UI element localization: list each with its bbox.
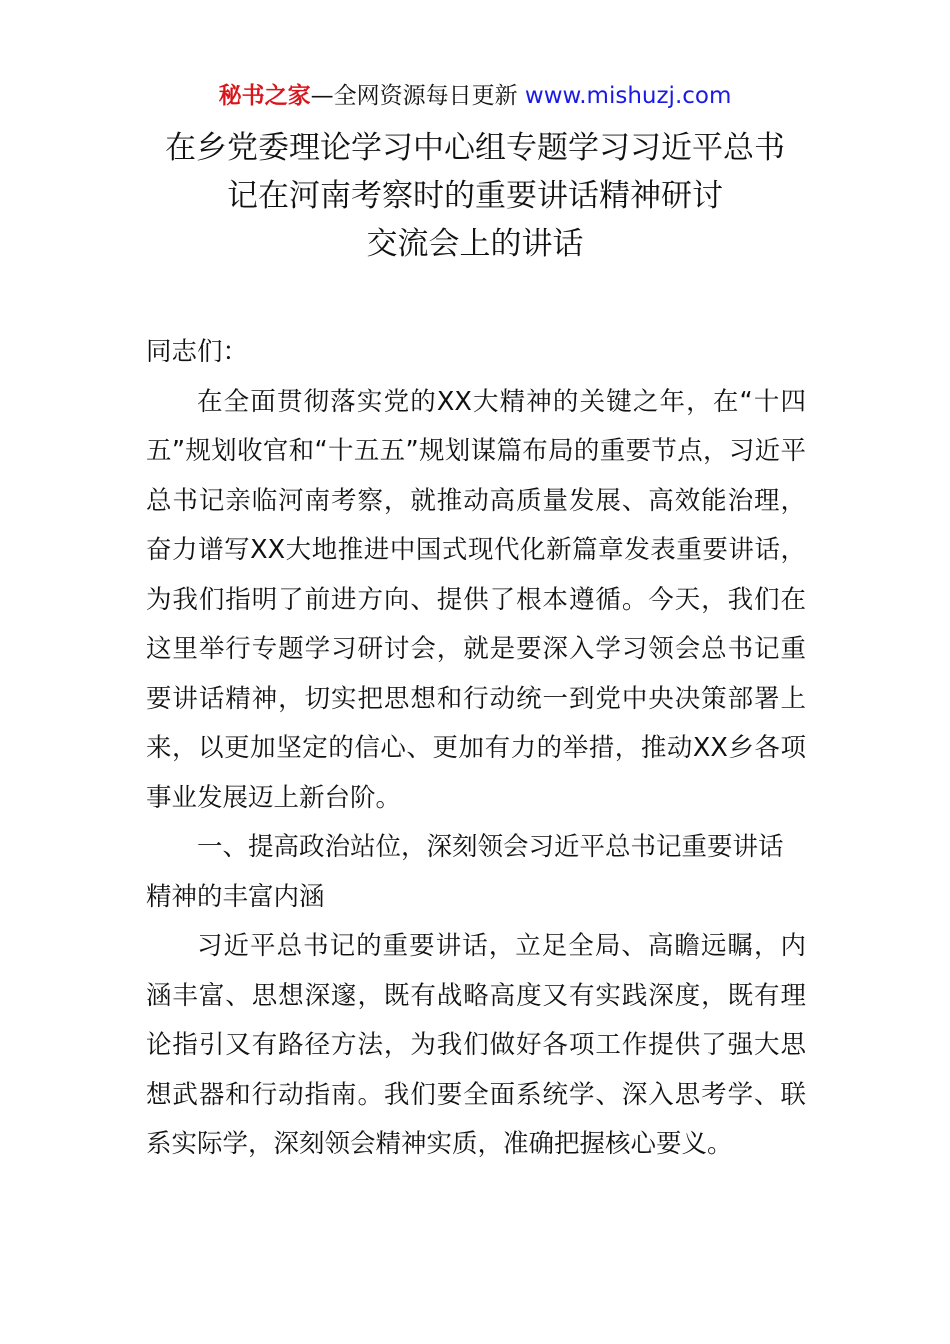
document-title bbox=[60, 124, 890, 268]
section-heading-1: 一、提高政治站位，深刻领会习近平总书记重要讲话精神的丰富内涵 bbox=[146, 832, 784, 912]
paragraph-section-1: 习近平总书记的重要讲话，立足全局、高瞻远瞩，内涵丰富、思想深邃，既有战略高度又有实践深度，既有理论指引又有路径方法，为我们做好各项工作提供了强大思想武器和行动指南。我们要全面系统学、深入思考学、联系实际学，深刻领会精神实质，准确把握核心要义。 bbox=[146, 931, 806, 1159]
paragraph-intro: 在全面贯彻落实党的XX大精神的关键之年，在“十四五”规划收官和“十五五”规划谋篇布局的重要节点，习近平总书记亲临河南考察，就推动高质量发展、高效能治理，奋力谱写XX大地推进中国式现代化新篇章发表重要讲话，为我们指明了前进方向、提供了根本遵循。今天，我们在这里举行专题学习研讨会，就是要深入学习领会总书记重要讲话精神，切实把思想和行动统一到党中央决策部署上来，以更加坚定的信心、更加有力的举措，推动XX乡各项事业发展迈上新台阶。 bbox=[146, 386, 806, 813]
brand-name: 秘书之家 bbox=[218, 83, 311, 109]
document-body bbox=[146, 328, 806, 1170]
site-header bbox=[0, 80, 950, 112]
title-line-2: 记在河南考察时的重要讲话精神研讨 bbox=[227, 178, 723, 214]
title-line-1: 在乡党委理论学习中心组专题学习习近平总书 bbox=[165, 130, 785, 166]
site-tagline: —全网资源每日更新 bbox=[310, 83, 525, 109]
salutation: 同志们： bbox=[146, 337, 249, 367]
site-url[interactable]: www.mishuzj.com bbox=[524, 83, 732, 109]
title-line-3: 交流会上的讲话 bbox=[366, 226, 584, 262]
